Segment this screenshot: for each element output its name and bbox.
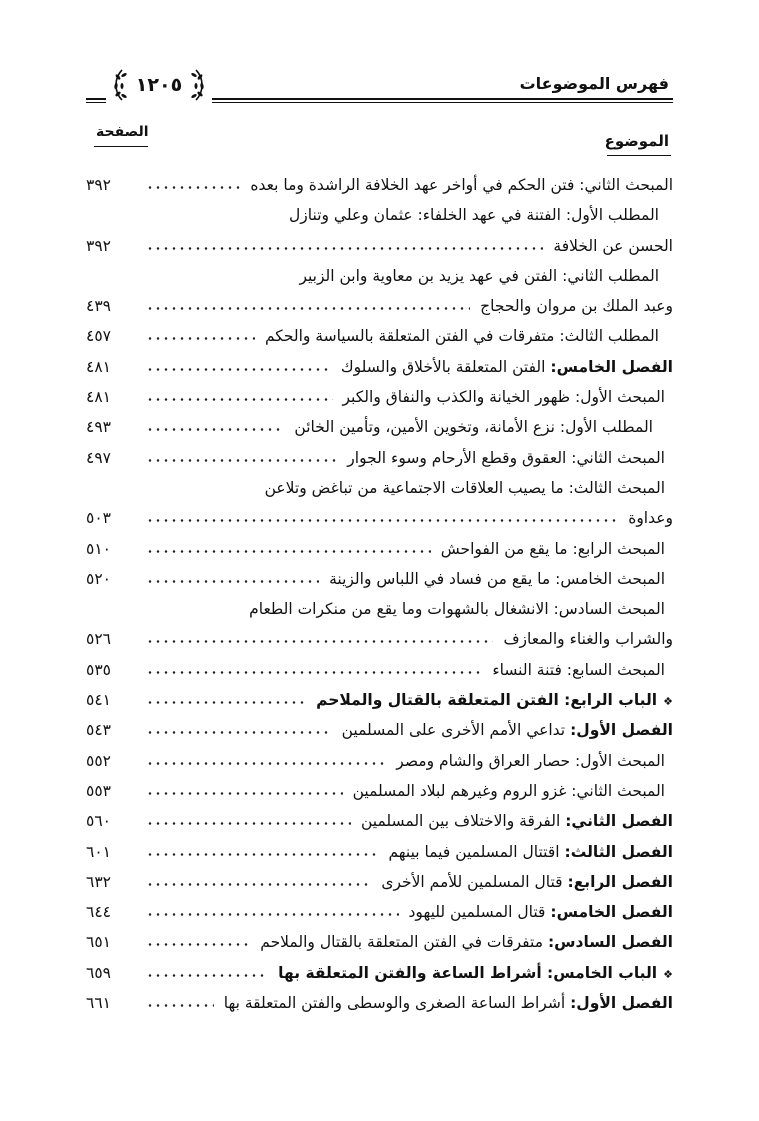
toc-row (86, 231, 673, 261)
toc-row (86, 291, 673, 321)
toc-entry-text (249, 594, 665, 624)
dot-leader (146, 1004, 214, 1007)
toc-entry-text (492, 655, 665, 685)
toc-row (86, 746, 673, 776)
dot-leader (146, 974, 268, 977)
toc-page-number: ٥٢٦ (86, 630, 111, 649)
toc-row (86, 200, 673, 230)
dot-leader (146, 731, 332, 734)
toc-row (86, 503, 673, 533)
toc-entry-title: الباب الخامس: أشراط الساعة والفتن المتعلقة بها (278, 963, 658, 982)
toc-entry-text (347, 443, 665, 473)
toc-entry-title: المبحث السادس: الانشغال بالشهوات وما يقع من منكرات الطعام (249, 600, 665, 619)
dot-leader (146, 428, 284, 431)
toc-entry-chapter-label: الفصل الأول: (570, 994, 673, 1013)
toc-page-number: ٥٣٥ (86, 660, 111, 679)
dot-leader (146, 186, 240, 189)
toc-page-number: ٤٣٩ (86, 297, 111, 316)
diamond-bullet-icon: ❖ (663, 695, 673, 709)
toc-entry-title: قتال المسلمين للأمم الأخرى (381, 872, 563, 891)
toc-row (86, 776, 673, 806)
toc-entry-text (553, 231, 673, 261)
dot-leader (146, 550, 431, 553)
dot-leader (146, 398, 333, 401)
toc-entry-text (628, 503, 673, 533)
toc-entry-chapter-label: الفصل الثاني: (565, 812, 673, 831)
toc-page-number: ٤٥٧ (86, 327, 111, 346)
toc-entry-text (409, 897, 673, 927)
toc-entry-chapter-label: الفصل السادس: (547, 933, 673, 952)
toc-entry-text (441, 534, 665, 564)
toc-entry-title: المطلب الأول: الفتنة في عهد الخلفاء: عثمان وعلي وتنازل (289, 206, 659, 225)
toc-entry-title: متفرقات في الفتن المتعلقة بالقتال والملاحم (260, 933, 543, 952)
toc-entry-title: المبحث الرابع: ما يقع من الفواحش (440, 539, 665, 558)
toc-page-number: ٦٥١ (86, 933, 111, 952)
toc-entry-text (396, 746, 665, 776)
toc-entry-chapter-label: الفصل الأول: (570, 721, 673, 740)
toc-entry-title: تداعي الأمم الأخرى على المسلمين (341, 721, 566, 740)
toc-page-number: ٦٣٢ (86, 872, 111, 891)
toc-row (86, 837, 673, 867)
toc-entry-text (381, 867, 673, 897)
toc-entry-title: المبحث الخامس: ما يقع من فساد في اللباس والزينة (329, 569, 665, 588)
toc-entry-title: المطلب الثاني: الفتن في عهد يزيد بن معاوية وابن الزبير (299, 266, 659, 285)
toc-entry-title: المطلب الثالث: متفرقات في الفتن المتعلقة بالسياسة والحكم (264, 327, 659, 346)
toc-entry-title: المبحث السابع: فتنة النساء (492, 660, 665, 679)
dot-leader (146, 762, 386, 765)
toc-row (86, 382, 673, 412)
header-left-rule (86, 98, 106, 100)
header-rule (212, 98, 673, 100)
toc-page-number: ٥٢٠ (86, 569, 111, 588)
running-header (86, 62, 673, 106)
header-title: فهرس الموضوعات (519, 74, 669, 93)
toc-entry-text (388, 837, 673, 867)
dot-leader (146, 943, 250, 946)
toc-entry-title: قتال المسلمين لليهود (408, 903, 546, 922)
toc-page-number: ٤٨١ (86, 388, 111, 407)
toc-entry-title: اقتتال المسلمين فيما بينهم (388, 842, 560, 861)
toc-entry-title: المبحث الثاني: غزو الروم وغيرهم لبلاد المسلمين (352, 781, 665, 800)
toc-entry-text (260, 927, 673, 957)
toc-row (86, 321, 673, 351)
toc-entry-text (278, 958, 673, 990)
toc-entry-title: المبحث الثاني: فتن الحكم في أواخر عهد الخلافة الراشدة وما بعده (250, 176, 673, 194)
toc-page-number: ٥٥٣ (86, 781, 111, 800)
toc-page-number: ٤٨١ (86, 357, 111, 376)
toc-row (86, 927, 673, 957)
column-label-topic: الموضوع (604, 132, 669, 150)
dot-leader (146, 459, 337, 462)
toc-row (86, 685, 673, 715)
toc-entry-text (503, 624, 673, 654)
toc-row (86, 806, 673, 836)
toc-entry-chapter-label: الفصل الثالث: (564, 842, 673, 861)
toc-entry-text (341, 352, 673, 382)
column-label-topic-underline (607, 155, 671, 156)
toc-entry-text (265, 321, 659, 351)
toc-entry-title: الفرقة والاختلاف بين المسلمين (360, 812, 561, 831)
dot-leader (146, 307, 470, 310)
toc-page-number: ٦٤٤ (86, 903, 111, 922)
toc-page-number: ٤٩٧ (86, 448, 111, 467)
toc-row (86, 958, 673, 988)
toc-entry-chapter-label: الفصل الخامس: (550, 357, 673, 376)
toc-entry-title: والشراب والغناء والمعازف (503, 630, 673, 649)
column-label-page-underline (94, 146, 148, 147)
dot-leader (146, 913, 399, 916)
toc-page-number: ٦٦١ (86, 994, 111, 1013)
toc-entry-text (316, 685, 673, 717)
toc-row (86, 534, 673, 564)
toc-page-number: ٦٥٩ (86, 963, 111, 982)
column-label-page: الصفحة (96, 124, 149, 140)
toc-page-number: ٥٤١ (86, 691, 111, 710)
toc-entry-text (343, 382, 666, 412)
toc-row (86, 655, 673, 685)
toc-entry-chapter-label: الفصل الخامس: (550, 903, 673, 922)
toc-entry-text (353, 776, 665, 806)
toc-entry-text (329, 564, 665, 594)
toc-entry-text (299, 261, 659, 291)
toc-entry-text (250, 170, 673, 200)
toc-page-number: ٣٩٢ (86, 236, 111, 255)
toc-entry-text (265, 473, 665, 503)
dot-leader (146, 701, 306, 704)
toc-entry-title: وعبد الملك بن مروان والحجاج (480, 297, 673, 316)
toc-row (86, 564, 673, 594)
toc-page-number: ٥٥٢ (86, 751, 111, 770)
page-number: ١٢٠٥ (135, 74, 183, 96)
diamond-bullet-icon: ❖ (663, 967, 673, 981)
toc-row (86, 352, 673, 382)
toc-page-number: ٥٤٣ (86, 721, 111, 740)
toc-entry-chapter-label: الفصل الرابع: (567, 872, 673, 891)
toc-page-number: ٥٦٠ (86, 812, 111, 831)
toc-row (86, 412, 673, 442)
toc-page-number: ٣٩٢ (86, 176, 111, 194)
toc-row (86, 261, 673, 291)
dot-leader (146, 822, 351, 825)
dot-leader (146, 883, 371, 886)
dot-leader (146, 671, 482, 674)
toc-entry-title: المبحث الثاني: العقوق وقطع الأرحام وسوء الجوار (347, 448, 665, 467)
toc-row (86, 715, 673, 745)
toc-entries (86, 170, 673, 1018)
toc-entry-title: الحسن عن الخلافة (553, 236, 673, 255)
toc-entry-title: الفتن المتعلقة بالأخلاق والسلوك (340, 357, 546, 376)
dot-leader (146, 519, 618, 522)
header-rule-thin (212, 102, 673, 103)
dot-leader (146, 853, 378, 856)
header-left-rule-thin (86, 102, 106, 103)
dot-leader (146, 368, 331, 371)
toc-entry-text (480, 291, 673, 321)
toc-entry-text (289, 200, 659, 230)
toc-page-number: ٦٠١ (86, 842, 111, 861)
dot-leader (146, 580, 319, 583)
toc-row (86, 988, 673, 1018)
toc-page-number: ٥٠٣ (86, 509, 111, 528)
toc-row (86, 897, 673, 927)
toc-entry-title: المبحث الأول: ظهور الخيانة والكذب والنفاق والكبر (342, 388, 665, 407)
dot-leader (146, 247, 543, 250)
dot-leader (146, 792, 343, 795)
toc-entry-title: المبحث الأول: حصار العراق والشام ومصر (396, 751, 665, 770)
toc-entry-title: أشراط الساعة الصغرى والوسطى والفتن المتعلقة بها (223, 994, 566, 1013)
dot-leader (146, 640, 493, 643)
toc-row (86, 594, 673, 624)
toc-entry-title: المطلب الأول: نزع الأمانة، وتخوين الأمين، وتأمين الخائن (294, 418, 653, 437)
toc-row (86, 473, 673, 503)
toc-row (86, 443, 673, 473)
dot-leader (146, 337, 255, 340)
toc-row (86, 867, 673, 897)
toc-entry-title: المبحث الثالث: ما يصيب العلاقات الاجتماعية من تباغض وتلاعن (264, 478, 665, 497)
toc-entry-title: وعداوة (628, 509, 673, 528)
toc-page-number: ٥١٠ (86, 539, 111, 558)
toc-entry-text (342, 715, 673, 745)
toc-entry-title: الباب الرابع: الفتن المتعلقة بالقتال والملاحم (316, 691, 658, 710)
toc-page-number: ٤٩٣ (86, 418, 111, 437)
toc-entry-text (361, 806, 673, 836)
toc-row (86, 624, 673, 654)
toc-entry-text (294, 412, 653, 442)
toc-entry-text (224, 988, 673, 1018)
toc-row (86, 170, 673, 200)
